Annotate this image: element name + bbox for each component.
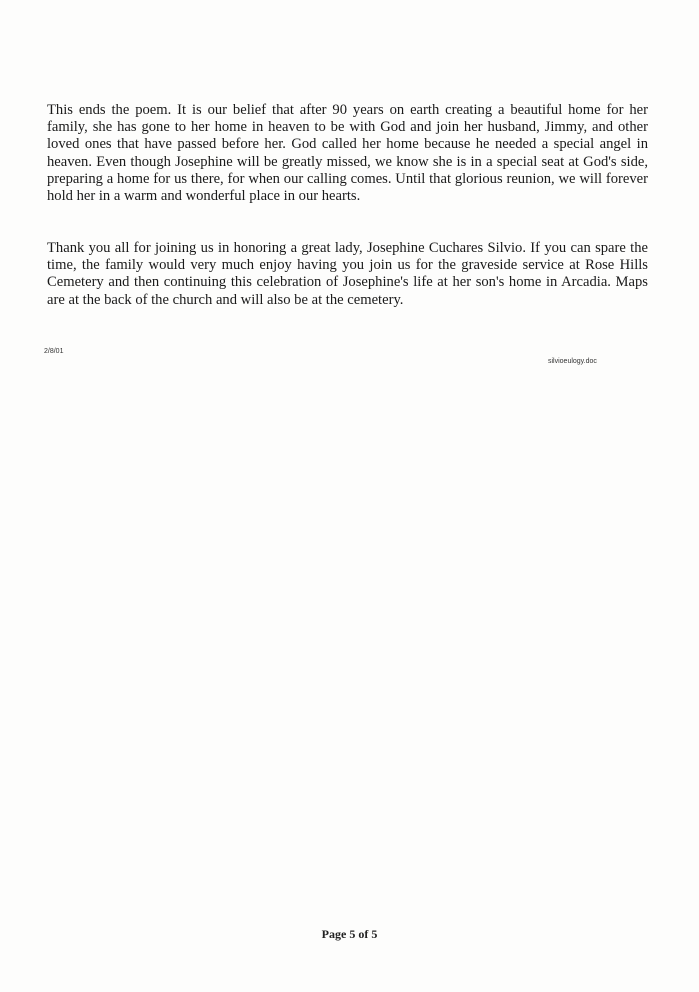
footer-filename: silvioeulogy.doc	[548, 358, 597, 365]
paragraph-thank-you: Thank you all for joining us in honoring a great lady, Josephine Cuchares Silvio. If you can spare the time, the family would very much enjoy having you join us for the graveside service at Rose Hills Cemetery and then continuing this celebration of Josephine's life at her son's home in Arcadia. Maps are at the back of the church and will also be at the cemetery.	[47, 240, 648, 308]
footer-date: 2/8/01	[44, 348, 64, 355]
page-number: Page 5 of 5	[321, 927, 378, 941]
paragraph-closing-poem: This ends the poem. It is our belief that after 90 years on earth creating a beautiful home for her family, she has gone to her home in heaven to be with God and join her husband, Jimmy, and other loved ones that have passed before her. God called her home because he needed a special angel in heaven. Even though Josephine will be greatly missed, we know she is in a special seat at God's side, preparing a home for us there, for when our calling comes. Until that glorious reunion, we will forever hold her in a warm and wonderful place in our hearts.	[47, 102, 648, 205]
